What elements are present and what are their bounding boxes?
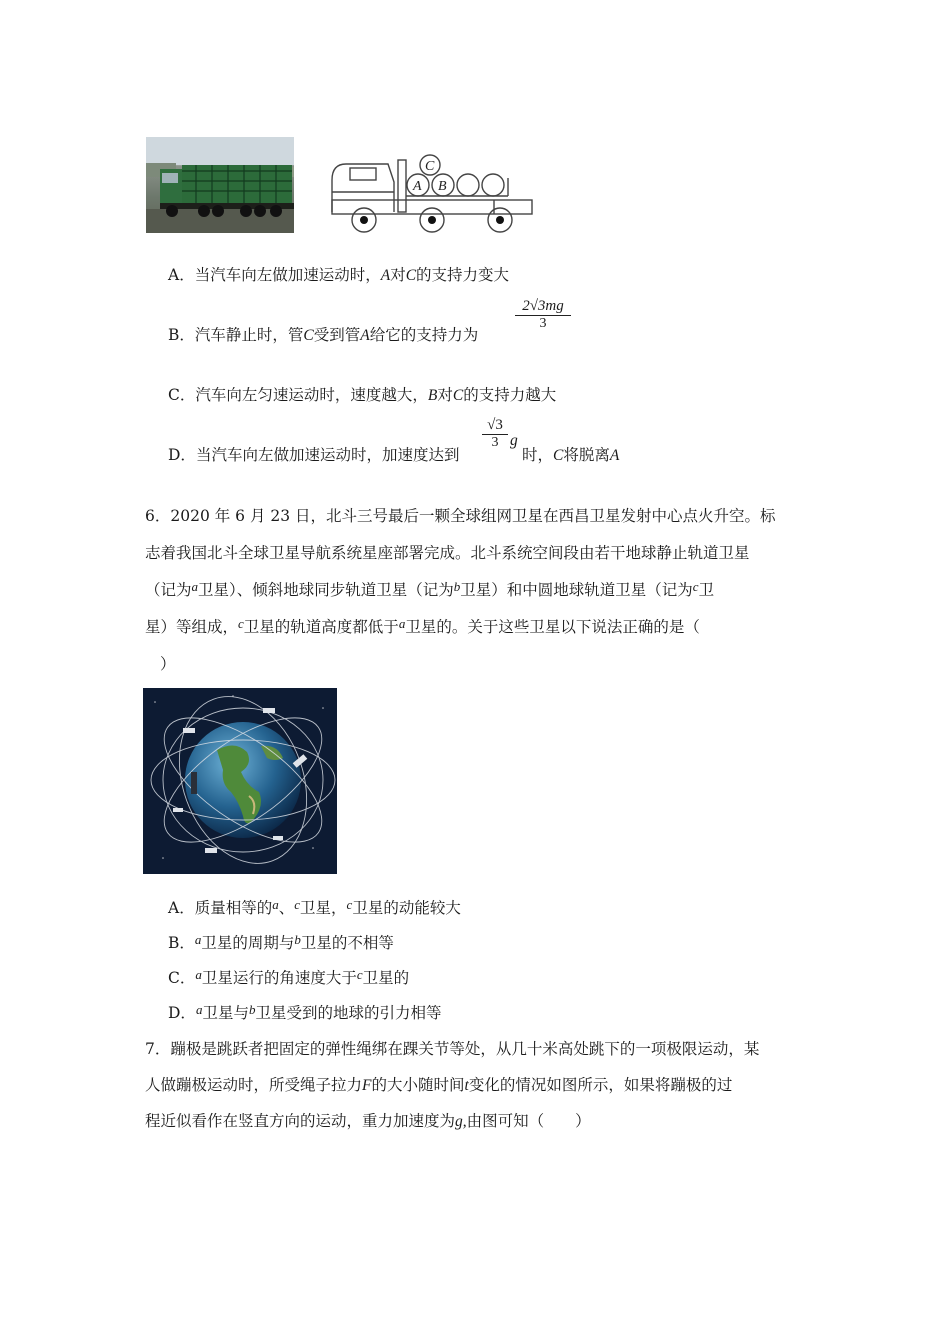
q6-line-5: ） bbox=[160, 655, 176, 673]
q5-option-d-left: D．当汽车向左做加速运动时，加速度达到 bbox=[168, 446, 460, 464]
q6-line-3: （记为$^a$卫星）、倾斜地球同步轨道卫星（记为$^b$卫星）和中圆地球轨道卫星（记为$^c$卫 bbox=[145, 579, 715, 599]
q5-option-d-right: 时，C将脱离A bbox=[522, 446, 620, 464]
label-c: C bbox=[425, 159, 435, 174]
q6-line-1: 6．2020 年 6 月 23 日，北斗三号最后一颗全球组网卫星在西昌卫星发射中心点火升空。标 bbox=[145, 507, 776, 525]
q6-option-b: B．$^a$卫星的周期与$^b$卫星的不相等 bbox=[168, 932, 394, 952]
fraction-2root3mg-over-3: 2√3mg 3 bbox=[515, 298, 571, 332]
label-a: A bbox=[413, 179, 422, 194]
q6-option-a: A．质量相等的$^a$、$^c$卫星，$^c$卫星的动能较大 bbox=[168, 897, 461, 917]
truck-photo bbox=[146, 137, 294, 233]
q5-option-a: A．当汽车向左做加速运动时，A对C的支持力变大 bbox=[168, 266, 510, 284]
q6-option-d: D．$^a$卫星与$^b$卫星受到的地球的引力相等 bbox=[168, 1002, 442, 1022]
q6-option-c: C．$^a$卫星运行的角速度大于$^c$卫星的 bbox=[168, 967, 410, 987]
q5-option-b: B．汽车静止时，管C受到管A给它的支持力为 bbox=[168, 326, 479, 344]
truck-diagram bbox=[328, 152, 534, 238]
q7-line-2: 人做蹦极运动时，所受绳子拉力F的大小随时间t变化的情况如图所示，如果将蹦极的过 bbox=[145, 1076, 733, 1094]
fraction-root3-over-3: √3 3 bbox=[482, 417, 508, 451]
q6-line-2: 志着我国北斗全球卫星导航系统星座部署完成。北斗系统空间段由若干地球静止轨道卫星 bbox=[145, 544, 750, 562]
q7-line-3: 程近似看作在竖直方向的运动，重力加速度为g,由图可知（ ） bbox=[145, 1112, 591, 1130]
q5-option-c: C．汽车向左匀速运动时，速度越大，B对C的支持力越大 bbox=[168, 386, 557, 404]
q6-line-4: 星）等组成，$^c$卫星的轨道高度都低于$^a$卫星的。关于这些卫星以下说法正确的是（ bbox=[145, 616, 700, 636]
q7-line-1: 7．蹦极是跳跃者把固定的弹性绳绑在踝关节等处，从几十米高处跳下的一项极限运动，某 bbox=[145, 1040, 760, 1058]
label-b: B bbox=[438, 179, 447, 194]
beidou-satellite-image bbox=[143, 688, 337, 874]
var-g: g bbox=[510, 432, 518, 449]
